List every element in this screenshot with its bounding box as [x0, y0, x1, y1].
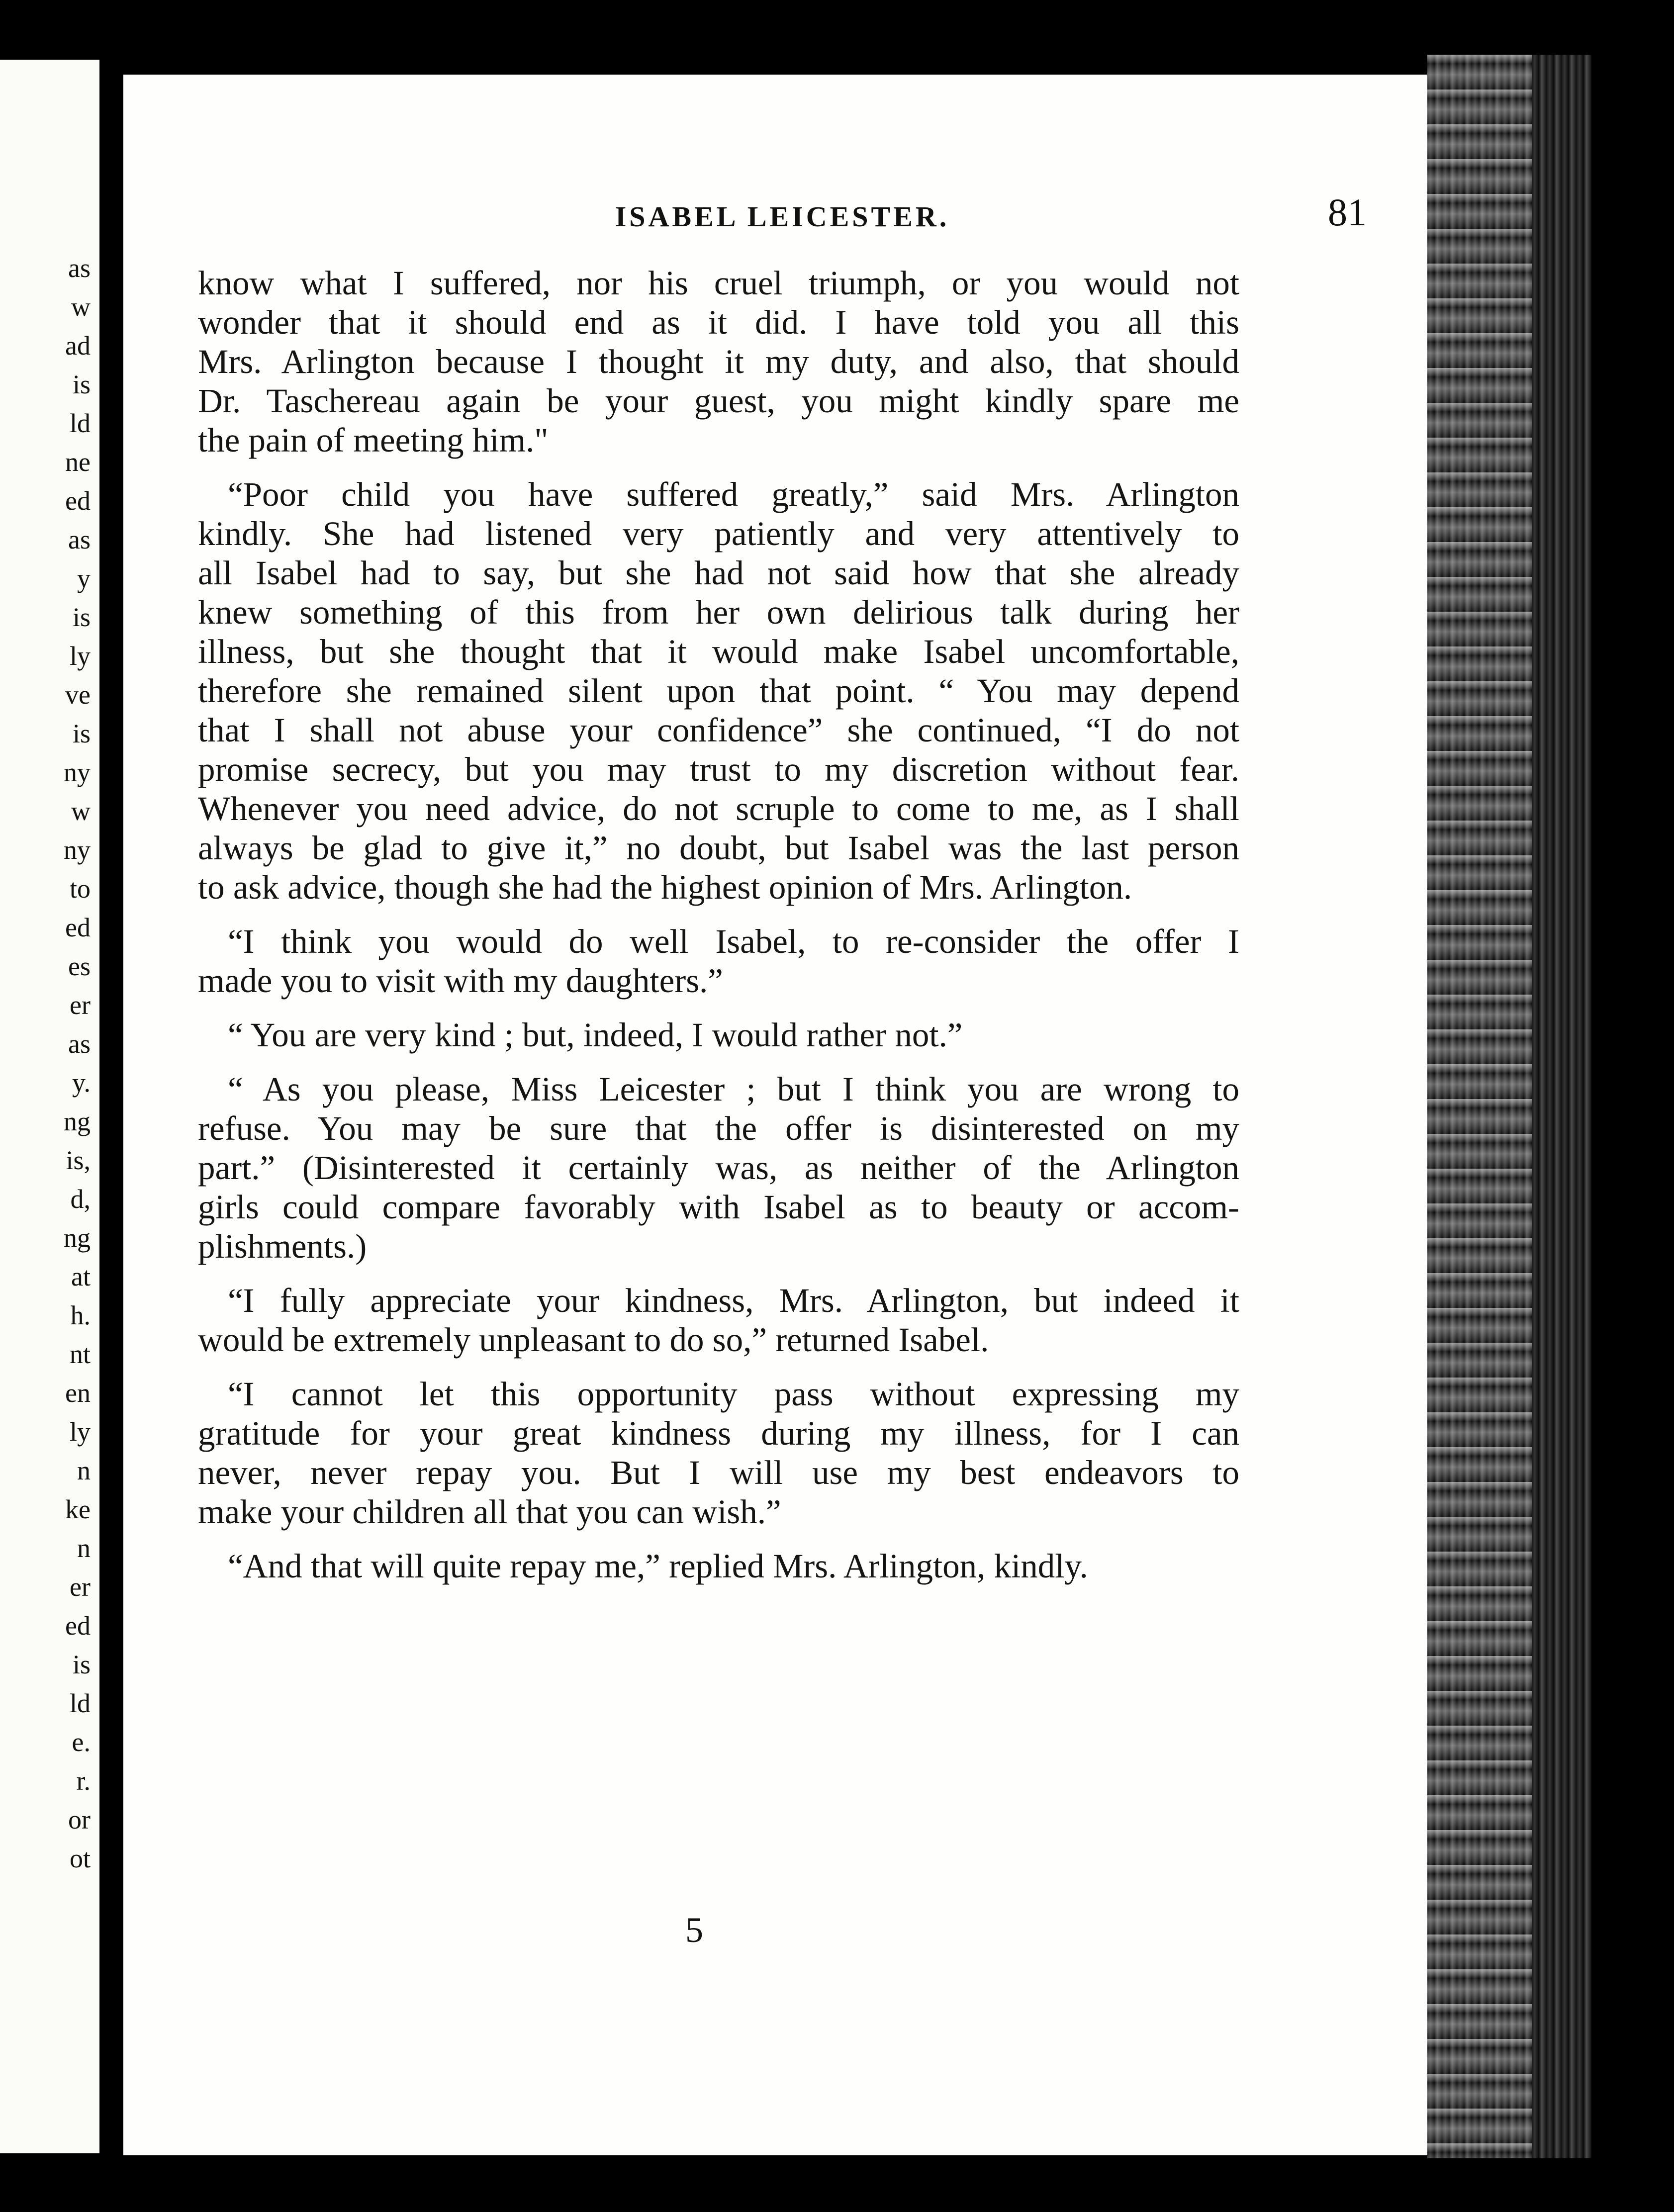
left-page-text-fragment: or — [68, 1805, 91, 1835]
running-head — [198, 190, 1367, 240]
left-page-text-fragment: ny — [64, 835, 91, 865]
book-page — [123, 75, 1427, 2155]
text-line: wonder that it should end as it did. I have told you all this — [198, 303, 1239, 341]
paragraph — [198, 1281, 1239, 1360]
page-number: 81 — [1328, 190, 1367, 234]
left-page-text-fragment: y. — [72, 1068, 91, 1098]
text-line: the pain of meeting him." — [198, 421, 549, 459]
left-page-text-fragment: es — [68, 951, 91, 981]
text-line: never, never repay you. But I will use my best endeavors to — [198, 1454, 1239, 1491]
text-line: that I shall not abuse your confidence” she continued, “I do not — [198, 711, 1239, 749]
left-page-text-fragment: at — [71, 1262, 91, 1291]
page-edge-texture — [1427, 55, 1532, 2158]
left-page-text-fragment: as — [68, 525, 91, 554]
text-line: Mrs. Arlington because I thought it my duty, and also, that should — [198, 343, 1239, 380]
left-page-text-fragment: is — [72, 369, 91, 399]
paragraph — [198, 1375, 1239, 1532]
running-title: ISABEL LEICESTER. — [615, 200, 950, 233]
left-page-text-fragment: ve — [65, 680, 91, 710]
left-page-text-fragment: ed — [65, 1611, 91, 1641]
paragraph — [198, 1015, 1239, 1055]
text-line: “ As you please, Miss Leicester ; but I think you are wrong to — [228, 1070, 1239, 1108]
left-page-text-fragment: ld — [69, 1688, 91, 1718]
text-line: always be glad to give it,” no doubt, but Isabel was the last person — [198, 829, 1239, 867]
left-page-text-fragment: to — [69, 874, 91, 904]
paragraph — [198, 264, 1239, 460]
left-page-text-fragment: ng — [64, 1223, 91, 1253]
left-page-text-fragment: er — [70, 1572, 91, 1602]
left-page-text-fragment: nt — [69, 1339, 91, 1369]
text-line: girls could compare favorably with Isabel as to beauty or accom- — [198, 1188, 1239, 1226]
text-line: “I cannot let this opportunity pass without expressing my — [228, 1375, 1239, 1413]
text-line: refuse. You may be sure that the offer is disinterested on my — [198, 1109, 1239, 1147]
left-page-text-fragment: h. — [70, 1300, 91, 1330]
text-line: “I think you would do well Isabel, to re-consider the offer I — [228, 922, 1239, 960]
left-page-text-fragment: ot — [69, 1843, 91, 1873]
left-page-text-fragment: as — [68, 1029, 91, 1059]
text-line: all Isabel had to say, but she had not said how that she already — [198, 554, 1239, 592]
left-page-text-fragment: is, — [66, 1145, 91, 1175]
text-line: Dr. Taschereau again be your guest, you might kindly spare me — [198, 382, 1239, 420]
text-line: know what I suffered, nor his cruel triumph, or you would not — [198, 264, 1239, 302]
text-line: “Poor child you have suffered greatly,” said Mrs. Arlington — [228, 475, 1239, 513]
left-page-text-fragment: n — [77, 1533, 91, 1563]
paragraph — [198, 1547, 1239, 1586]
left-page-text-fragment: as — [68, 253, 91, 283]
left-page-text-fragment: e. — [72, 1727, 91, 1757]
text-line: would be extremely unpleasant to do so,” returned Isabel. — [198, 1321, 989, 1359]
text-line: “And that will quite repay me,” replied Mrs. Arlington, kindly. — [228, 1547, 1088, 1585]
paragraph — [198, 1070, 1239, 1266]
left-page-text-fragment: ad — [65, 331, 91, 361]
body-text — [198, 264, 1239, 1601]
text-line: Whenever you need advice, do not scruple to come to me, as I shall — [198, 790, 1239, 828]
text-line: “I fully appreciate your kindness, Mrs. Arlington, but indeed it — [228, 1282, 1239, 1319]
left-page-text-fragment: ly — [69, 1417, 91, 1447]
left-page-text-fragment: w — [71, 292, 91, 322]
text-line: promise secrecy, but you may trust to my discretion without fear. — [198, 750, 1239, 788]
left-page-text-fragment: d, — [70, 1184, 91, 1214]
text-line: plishments.) — [198, 1227, 367, 1265]
paragraph — [198, 475, 1239, 907]
paragraph — [198, 922, 1239, 1001]
left-page-text-fragment: ng — [64, 1106, 91, 1136]
left-page-text-fragment: ed — [65, 913, 91, 942]
left-page-text-fragment: y — [77, 563, 91, 593]
left-page-text-fragment: is — [72, 602, 91, 632]
text-line: part.” (Disinterested it certainly was, as neither of the Arlington — [198, 1149, 1239, 1187]
left-page-text-fragment: ly — [69, 641, 91, 671]
left-page-text-fragment: en — [65, 1378, 91, 1408]
text-line: kindly. She had listened very patiently and very attentively to — [198, 515, 1239, 553]
left-page-text-fragment: is — [72, 719, 91, 748]
left-page-text-fragment: ny — [64, 757, 91, 787]
left-page-text-fragment: r. — [76, 1766, 91, 1796]
text-line: therefore she remained silent upon that point. “ You may depend — [198, 672, 1239, 710]
left-page-fragment — [0, 60, 99, 2153]
text-line: “ You are very kind ; but, indeed, I would rather not.” — [228, 1016, 963, 1054]
left-page-text-fragment: ld — [69, 408, 91, 438]
text-line: knew something of this from her own delirious talk during her — [198, 593, 1239, 631]
text-line: make your children all that you can wish.” — [198, 1493, 781, 1531]
left-page-text-fragment: er — [70, 990, 91, 1020]
left-page-text-fragment: w — [71, 796, 91, 826]
left-page-text-fragment: is — [72, 1650, 91, 1679]
signature-mark: 5 — [685, 1910, 703, 1950]
left-page-text-fragment: ed — [65, 486, 91, 516]
text-line: made you to visit with my daughters.” — [198, 962, 723, 1000]
text-line: illness, but she thought that it would make Isabel uncomfortable, — [198, 633, 1239, 670]
left-page-text-fragment: ke — [65, 1494, 91, 1524]
text-line: to ask advice, though she had the highest opinion of Mrs. Arlington. — [198, 868, 1132, 906]
text-line: gratitude for your great kindness during my illness, for I can — [198, 1414, 1239, 1452]
left-page-text-fragment: ne — [65, 447, 91, 477]
left-page-text-fragment: n — [77, 1456, 91, 1485]
